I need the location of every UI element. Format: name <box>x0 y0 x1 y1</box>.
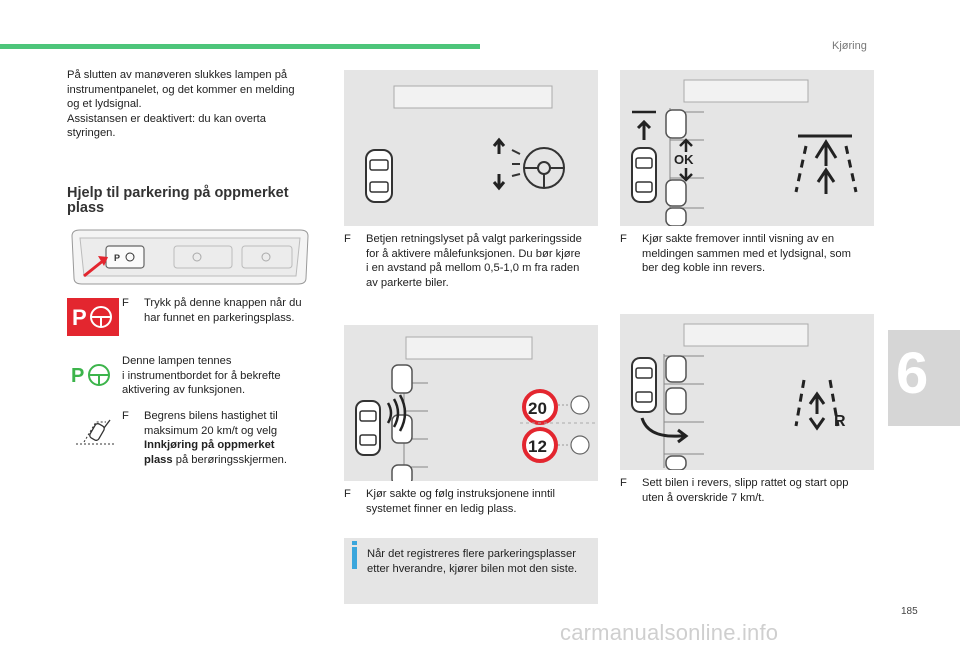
svg-text:OK: OK <box>674 152 694 167</box>
svg-text:P: P <box>72 305 87 330</box>
col1-step-1: F Trykk på denne knappen når du har funnet en parkeringsplass. <box>122 297 302 324</box>
bullet-icon: F <box>122 410 129 422</box>
steering-wheel-icon <box>571 396 589 414</box>
page-number: 185 <box>901 606 918 617</box>
bullet-icon: F <box>344 233 351 245</box>
svg-text:20: 20 <box>528 399 547 418</box>
col2-step-2: F Kjør sakte og følg instruksjonene inntil systemet finner en ledig plass. <box>344 488 556 515</box>
turn-stalk-icon <box>512 150 520 176</box>
svg-text:R: R <box>834 413 846 430</box>
col3-step-1: F Kjør sakte fremover inntil visning av en meldingen sammen med et lydsignal, som ber deg koble inn revers. <box>620 233 851 274</box>
section-heading: Hjelp til parkering på oppmerket plass <box>67 185 289 216</box>
bullet-icon: F <box>620 233 627 245</box>
parking-guide-forward-icon <box>796 136 856 194</box>
svg-text:P: P <box>114 253 121 263</box>
col1-lamp-text: Denne lampen tennes i instrumentbordet for å bekrefte aktivering av funksjonen. <box>122 355 281 396</box>
park-assist-green-lamp-icon <box>70 360 116 390</box>
arrow-up-icon <box>494 140 504 154</box>
arrow-up-icon <box>680 140 692 152</box>
col1-step-2: F Begrens bilens hastighet til maksimum 20 km/t og velg Innkjøring på oppmerket plass på berøringsskjermen. <box>122 410 288 466</box>
info-icon <box>352 541 357 545</box>
watermark: carmanualsonline.info <box>560 620 779 645</box>
steering-wheel-icon <box>524 148 564 188</box>
speed-limit-20-icon <box>524 391 556 423</box>
touchscreen-parking-icon <box>74 414 116 452</box>
col3-step-2: F Sett bilen i revers, slipp rattet og start opp uten å overskride 7 km/t. <box>620 477 849 504</box>
steering-wheel-icon <box>571 436 589 454</box>
space-found-illustration <box>620 70 874 226</box>
info-icon-bar <box>352 547 357 569</box>
speed-limit-12-icon <box>524 429 556 461</box>
svg-text:12: 12 <box>528 437 547 456</box>
arrow-down-icon <box>494 174 504 188</box>
car-icon <box>356 401 380 455</box>
car-icon <box>632 358 656 412</box>
section-title: Kjøring <box>832 40 867 52</box>
chapter-number: 6 <box>896 341 929 406</box>
svg-text:P: P <box>71 365 85 387</box>
car-icon <box>366 150 392 202</box>
bullet-icon: F <box>122 297 129 309</box>
reverse-path-icon <box>642 418 684 436</box>
bullet-icon: F <box>620 477 627 489</box>
parking-guide-reverse-icon <box>796 380 838 428</box>
park-assist-red-icon <box>67 298 119 336</box>
turn-signal-illustration <box>344 70 598 226</box>
intro-paragraph: På slutten av manøveren slukkes lampen på instrumentpanelet, og det kommer en melding og et lydsignal. Assistansen er deaktivert: du kan overta styringen. <box>67 69 295 139</box>
park-assist-button[interactable] <box>106 246 144 268</box>
space-search-illustration <box>344 325 598 481</box>
info-note-text: Når det registreres flere parkeringsplasser etter hverandre, kjører bilen mot den siste. <box>367 548 578 575</box>
car-icon <box>632 148 656 202</box>
reverse-parking-illustration <box>620 314 874 470</box>
dashboard-button-panel-illustration <box>70 226 310 286</box>
bullet-icon: F <box>344 488 351 500</box>
section-color-bar <box>0 44 480 49</box>
col2-step-1: F Betjen retningslyset på valgt parkeringsside for å aktivere målefunksjonen. Du bør kjøre i en avstand på mellom 0,5-1,0 m fra raden av parkerte biler. <box>344 233 582 289</box>
